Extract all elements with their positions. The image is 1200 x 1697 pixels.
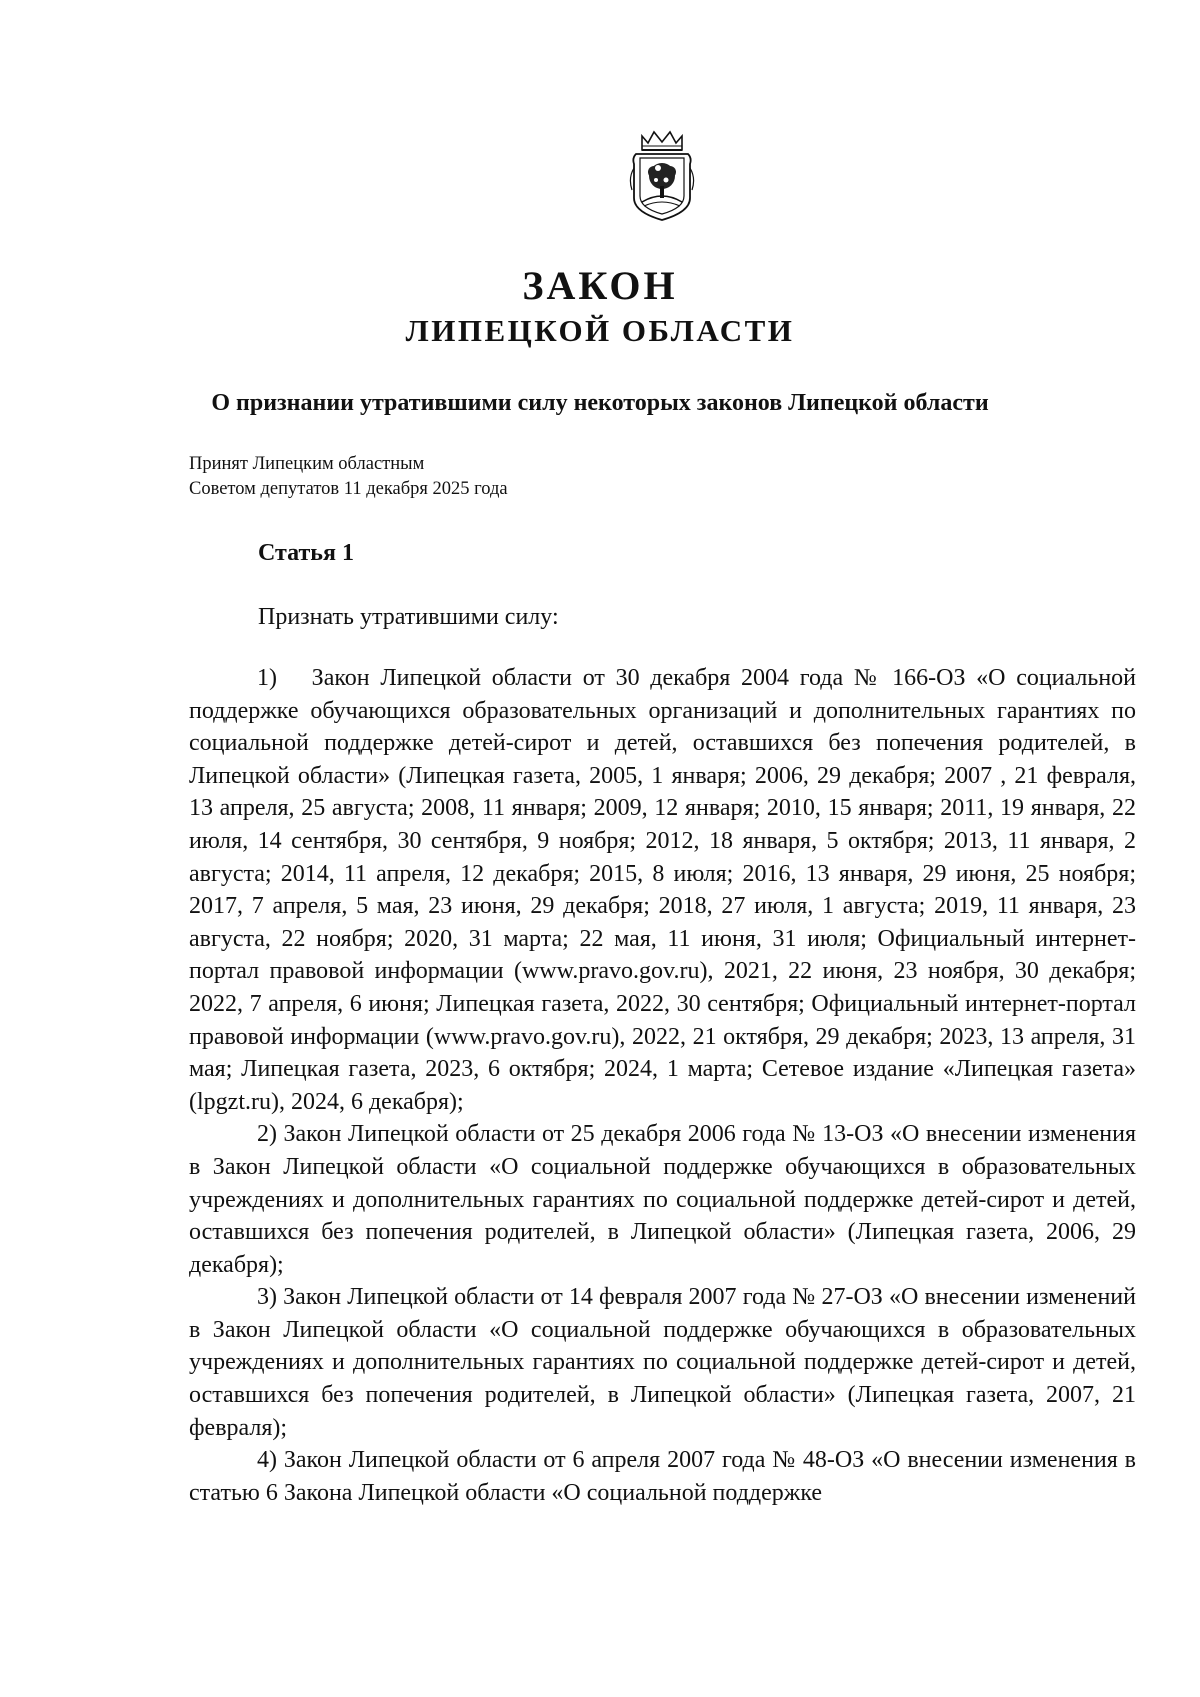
list-item: 1) Закон Липецкой области от 30 декабря 2004 года № 166-ОЗ «О социальной поддержке обучающихся образовательных организаций и дополнительных гарантиях по социальной поддержке детей-сирот и детей, оставшихся без попечения родителей, в Липецкой области» (Липецкая газета, 2005, 1 января; 2006, 29 декабря; 2007 , 21 февраля, 13 апреля, 25 августа; 2008, 11 января; 2009, 12 января; 2010, 15 января; 2011, 19 января, 22 июля, 14 сентября, 30 сентября, 9 ноября; 2012, 18 января, 5 октября; 2013, 11 января, 2 августа; 2014, 11 апреля, 12 декабря; 2015, 8 июля; 2016, 13 января, 29 июня, 25 ноября; 2017, 7 апреля, 5 мая, 23 июня, 29 декабря; 2018, 27 июля, 1 августа; 2019, 11 января, 23 августа, 22 ноября; 2020, 31 марта; 22 мая, 11 июня, 31 июля; Официальный интернет-портал правовой информации (www.pravo.gov.ru), 2021, 22 июня, 23 ноября, 30 декабря; 2022, 7 апреля, 6 июня; Липецкая газета, 2022, 30 сентября; Официальный интернет-портал правовой информации (www.pravo.gov.ru), 2022, 21 октября, 29 декабря; 2023, 13 апреля, 31 мая; Липецкая газета, 2023, 6 октября; 2024, 1 марта; Сетевое издание «Липецкая газета» (lpgzt.ru), 2024, 6 декабря); — [189, 665, 1136, 1115]
coat-of-arms-icon — [628, 128, 696, 224]
document-title: ЗАКОН — [522, 263, 678, 308]
list-item: 4) Закон Липецкой области от 6 апреля 2007 года № 48-ОЗ «О внесении изменения в статью 6 Закона Липецкой области «О социальной поддержке — [189, 1447, 1136, 1506]
adoption-line-2: Советом депутатов 11 декабря 2025 года — [189, 479, 508, 499]
law-title: О признании утратившими силу некоторых законов Липецкой области — [211, 390, 989, 416]
document-subtitle: ЛИПЕЦКОЙ ОБЛАСТИ — [405, 313, 795, 348]
article-intro: Признать утратившими силу: — [258, 604, 559, 630]
adoption-line-1: Принят Липецким областным — [189, 454, 425, 474]
adoption-note — [189, 452, 508, 502]
list-item: 3) Закон Липецкой области от 14 февраля 2007 года № 27-ОЗ «О внесении изменений в Закон Липецкой области «О социальной поддержке обучающихся в образовательных учреждениях и дополнительных гарантиях по социальной поддержке детей-сирот и детей, оставшихся без попечения родителей, в Липецкой области» (Липецкая газета, 2007, 21 февраля); — [189, 1284, 1136, 1441]
list-item: 2) Закон Липецкой области от 25 декабря 2006 года № 13-ОЗ «О внесении изменения в Закон Липецкой области «О социальной поддержке обучающихся в образовательных учреждениях и дополнительных гарантиях по социальной поддержке детей-сирот и детей, оставшихся без попечения родителей, в Липецкой области» (Липецкая газета, 2006, 29 декабря); — [189, 1121, 1136, 1278]
article-body — [189, 662, 1136, 1509]
article-heading: Статья 1 — [258, 540, 354, 566]
